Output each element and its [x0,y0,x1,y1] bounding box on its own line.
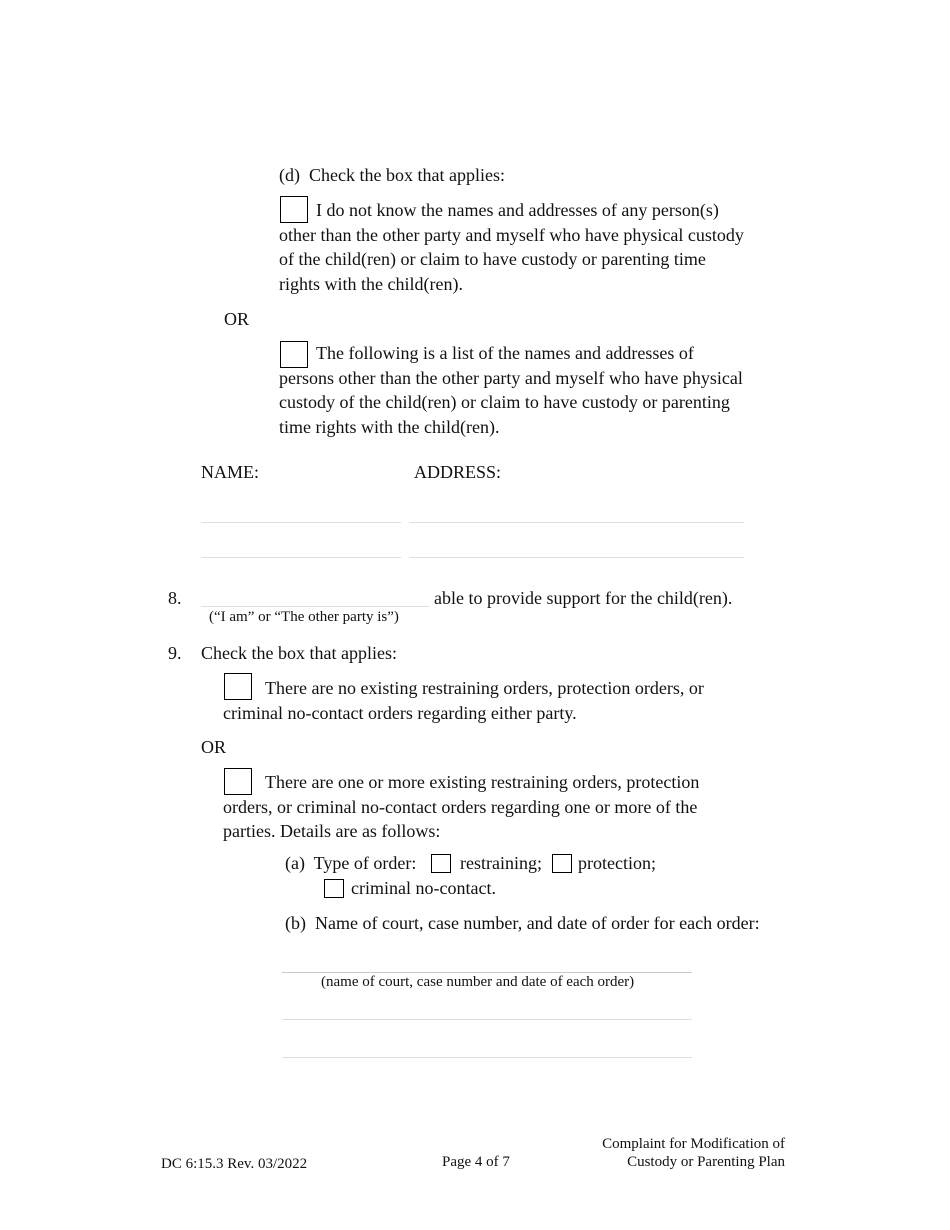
option-no-orders: There are no existing restraining orders, protection orders, or criminal no-contact orders regarding either party. [223,678,704,723]
section-7d-heading-text: Check the box that applies: [309,165,505,185]
address-field-1[interactable] [409,522,744,523]
order-details-field-3[interactable] [282,1057,692,1058]
section-8-number: 8. [168,588,182,608]
section-8-text: able to provide support for the child(ren). [434,588,733,608]
footer-form-title: Complaint for Modification of Custody or Parenting Plan [602,1136,785,1170]
address-field-2[interactable] [409,557,744,558]
option-no-known-custodians: I do not know the names and addresses of any person(s) other than the other party and myself who have physical custody of the child(ren) or claim to have custody or parenting time rights with the child(ren). [279,200,744,294]
option-existing-orders: There are one or more existing restraining orders, protection orders, or criminal no-contact orders regarding one or more of the parties. Details are as follows: [223,772,700,841]
checkbox-criminal-no-contact[interactable] [324,879,344,898]
section-7d-label: (d) [279,165,300,185]
section-7d-heading [279,163,505,188]
order-details-hint: (name of court, case number and date of each order) [321,974,635,990]
order-type-restraining: restraining; [460,853,542,873]
or-label-7d: OR [224,309,250,329]
name-field-2[interactable] [201,557,401,558]
footer-form-id: DC 6:15.3 Rev. 03/2022 [161,1156,308,1172]
name-column-header: NAME: [201,462,259,482]
order-type-label: (a) Type of order: [285,853,417,873]
order-details-label: (b) Name of court, case number, and date of order for each order: [285,913,760,933]
section-9-heading: Check the box that applies: [201,643,397,663]
checkbox-protection[interactable] [552,854,572,873]
section-9-number: 9. [168,643,182,663]
order-type-protection: protection; [578,853,656,873]
support-party-field[interactable] [201,606,429,607]
section-8-hint: (“I am” or “The other party is”) [209,609,399,625]
name-field-1[interactable] [201,522,401,523]
or-label-9: OR [201,737,227,757]
order-type-criminal-no-contact: criminal no-contact. [351,878,496,898]
order-details-field-2[interactable] [282,1019,692,1020]
option-list-custodians: The following is a list of the names and addresses of persons other than the other party and myself who have physical custody of the child(ren) or claim to have custody or parenting time rights with the child(ren). [279,343,743,437]
footer-page-number: Page 4 of 7 [442,1154,510,1170]
address-column-header: ADDRESS: [414,462,502,482]
checkbox-restraining[interactable] [431,854,451,873]
